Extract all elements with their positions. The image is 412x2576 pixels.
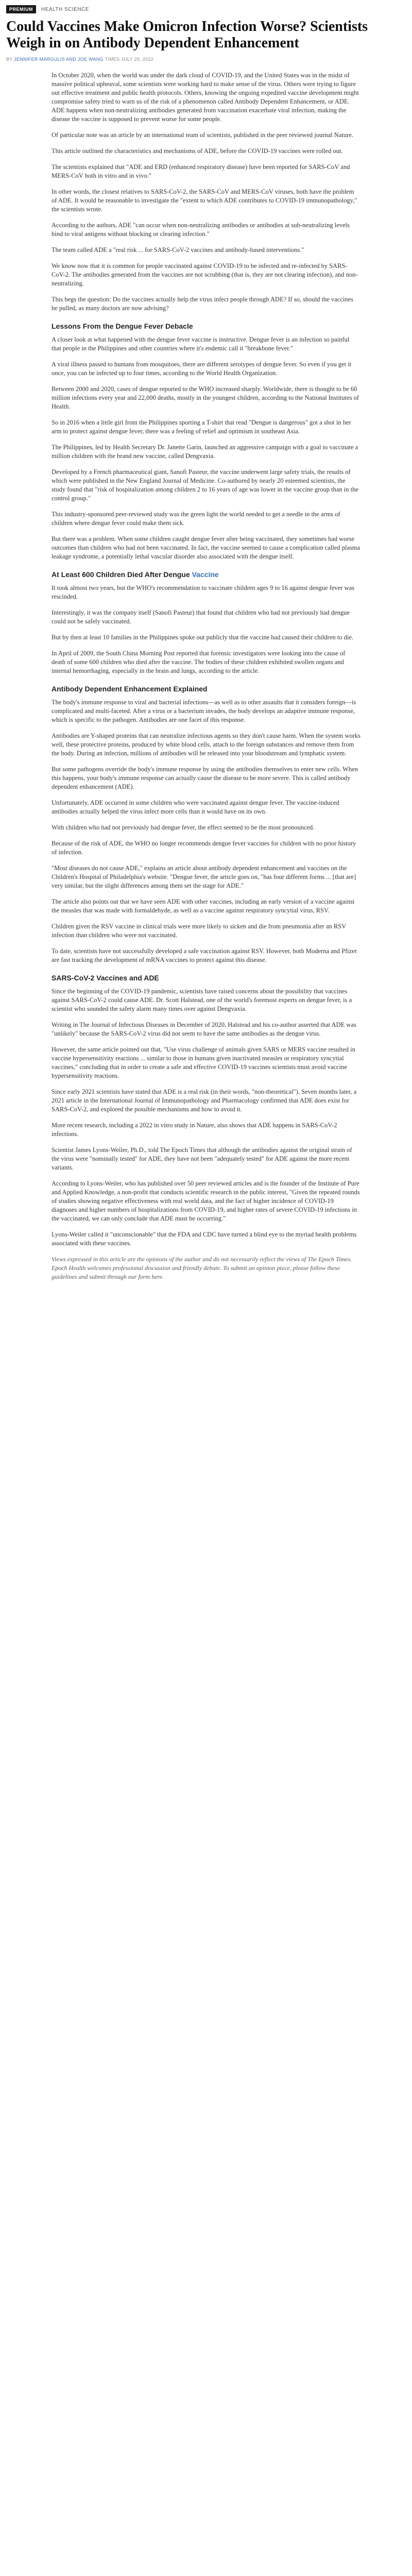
paragraph: So in 2016 when a little girl from the Philippines sporting a T-shirt that read "Dengue is dangerous" got a shot in her arm to protect against dengue fever, there was a feeling of relief and optimism in southeast Asia.	[52, 419, 351, 435]
paragraph: The team called ADE a "real risk ... for SARS-CoV-2 vaccines and antibody-based interventions."	[52, 246, 304, 253]
paragraph: Between 2000 and 2020, cases of dengue reported to the WHO increased sharply. Worldwide, there is thought to be 60 million infections every year and 22,000 deaths, mostly in the youngest children, according to the National Institutes of Health.	[52, 385, 359, 410]
paragraph: The body's immune response to viral and bacterial infections—as well as to other assaults that it considers foreign—is complicated and multi-faceted. After a virus or a bacterium invades, the body develops an adaptive immune response, which is specific to the pathogen. Antibodies are one facet of this response.	[52, 699, 356, 723]
section2-body	[52, 584, 360, 675]
top-bar	[0, 0, 412, 19]
paragraph: According to Lyons-Weiler, who has published over 50 peer reviewed articles and is the founder of the Institute of Pure and Applied Knowledge, a non-profit that conducts scientific research in the public interest, "Given the repeated rounds of studies showing negative effectiveness with real world data, and the fact of higher incidence of COVID-19 diagnoses and higher numbers of hospitalizations from COVID-19, and higher rates of severe COVID-19 infections in the vaccinated, we can only conclude that ADE must be occurring."	[52, 1180, 360, 1222]
paragraph: But there was a problem. When some children caught dengue fever after being vaccinated, they sometimes had worse outcomes than children who had not been vaccinated. In fact, the vaccine seemed to cause a complication called plasma leakage syndrome, a potentially lethal vascular disorder also associated with the dengue itself.	[52, 535, 360, 560]
paragraph: To date, scientists have not successfully developed a safe vaccination against RSV. However, both Moderna and Pfizer are fast tracking the development of mRNA vaccines to protect against this disease.	[52, 947, 357, 963]
paragraph: The article also points out that we have seen ADE with other vaccines, including an early version of a vaccine against the measles that was made with formaldehyde, as well as a vaccine against respiratory syncytial virus, RSV.	[52, 898, 355, 914]
paragraph: "Most diseases do not cause ADE," explains an article about antibody dependent enhancement and vaccines on the Children's Hospital of Philadelphia's website. "Dengue fever, the article goes on, "has four different forms ... [that are] very similar, but the slight differences among them set the stage for ADE."	[52, 865, 356, 889]
paragraph: Children given the RSV vaccine in clinical trials were more likely to sicken and die from pneumonia after an RSV infection than children who were not vaccinated.	[52, 923, 346, 939]
paragraph: A closer look at what happened with the dengue fever vaccine is instructive. Dengue fever is an infection so painful that people in the Philippines and other countries where it's endemic call it "breakbone fever."	[52, 336, 350, 352]
byline	[0, 52, 412, 62]
paragraph: In October 2020, when the world was under the dark cloud of COVID-19, and the United States was in the midst of massive political upheaval, some scientists were working hard to make sense of the virus. Others were trying to figure out effective treatment and public health protocols. Others, knowing the ongoing expedited vaccine development might compromise safety tried to warn us of the risk of a phenomenon called Antibody Dependent Enhancement, or ADE. ADE happens when non-neutralizing antibodies generated from vaccination exacerbate viral infection, making the disease the vaccine is supposed to prevent worse for some people.	[52, 72, 359, 123]
byline-prefix: BY	[6, 57, 13, 62]
paragraph: Lyons-Weiler called it "unconscionable" that the FDA and CDC have turned a blind eye to the myriad health problems associated with these vaccines.	[52, 1231, 357, 1247]
section3-body	[52, 698, 360, 964]
paragraph: However, the same article pointed out that, "Use virus challenge of animals given SARS or MERS vaccine resulted in vaccine hypersensitivity reactions ... similar to those in humans given inactivated measles or respiratory syncytial vaccines," concluding that in order to create a safe and effective COVID-19 vaccines scientists must avoid vaccine hypersensitivity reactions.	[52, 1046, 355, 1079]
paragraph: Developed by a French pharmaceutical giant, Sanofi Pasteur, the vaccine underwent large safety trials, the results of which were published in the New England Journal of Medicine. Co-authored by nearly 20 esteemed scientists, the study found that "risk of hospitalization among children 2 to 16 years of age was lower in the vaccine group than in the control group."	[52, 468, 358, 502]
paragraph: We know now that it is common for people vaccinated against COVID-19 to be infected and re-infected by SARS-CoV-2. The antibodies generated from the vaccines are not scrubbing (that is, they are not clearing infection), and non-neutralizing.	[52, 262, 358, 287]
paragraph: This article outlined the characteristics and mechanisms of ADE, before the COVID-19 vaccines were rolled out.	[52, 147, 343, 155]
section-label[interactable]: HEALTH SCIENCE	[41, 6, 89, 12]
paragraph: Antibodies are Y-shaped proteins that can neutralize infectious agents so they don't cause harm. When the system works well, these protective proteins, produced by white blood cells, attach to the foreign substances and remove them from the body. During an infection, millions of antibodies will be released into your bloodstream and lymphatic system.	[52, 732, 360, 757]
byline-date: TIMES JULY 29, 2022	[105, 57, 154, 62]
paragraph: Since early 2021 scientists have stated that ADE is a real risk (in their words, "non-theoretical"). Seven months later, a 2021 article in the International Journal of Immunopathology and Pharmacology confirmed that ADE does exist for SARS-CoV-2, and explored the possible mechanisms and how to avoid it.	[52, 1088, 357, 1113]
paragraph: A viral illness passed to humans from mosquitoes, there are different serotypes of dengue fever. So even if you get it once, you can be infected up to four times, according to the World Health Organization.	[52, 361, 352, 377]
paragraph: But by then at least 10 families in the Philippines spoke out publicly that the vaccine had caused their children to die.	[52, 634, 353, 641]
paragraph: Interestingly, it was the company itself (Sanofi Pasteur) that found that children who had not previously had dengue could not be safely vaccinated.	[52, 609, 350, 625]
section2-heading-text: At Least 600 Children Died After Dengue	[52, 570, 190, 579]
paragraph: This industry-sponsored peer-reviewed study was the green light the world needed to get a needle in the arms of children where dengue fever could make them sick.	[52, 511, 340, 527]
paragraph: Scientist James Lyons-Weiler, Ph.D., told The Epoch Times that although the antibodies against the original strain of the virus were "nominally tested" for ADE, they have not been "adequately tested" for ADE against the more recent variants.	[52, 1146, 352, 1171]
section1-body	[52, 335, 360, 561]
intro-section	[52, 71, 360, 313]
premium-badge: PREMIUM	[6, 5, 36, 13]
paragraph: According to the authors, ADE "can occur when non-neutralizing antibodies or antibodies at sub-neutralizing levels bind to viral antigens without blocking or clearing infection."	[52, 222, 350, 238]
section2-heading	[52, 570, 360, 579]
section4-heading: SARS-CoV-2 Vaccines and ADE	[52, 974, 159, 982]
paragraph: With children who had not previously had dengue fever, the effect seemed to be the most pronounced.	[52, 824, 315, 831]
section1-heading: Lessons From the Dengue Fever Debacle	[52, 322, 193, 330]
paragraph: Of particular note was an article by an international team of scientists, published in the peer reviewed journal Nature.	[52, 131, 353, 139]
paragraph: The scientists explained that "ADE and ERD (enhanced respiratory disease) have been reported for SARS-CoV and MERS-CoV both in vitro and in vivo."	[52, 163, 350, 179]
article-title: Could Vaccines Make Omicron Infection Worse? Scientists Weigh in on Antibody Dependent Enhancement	[6, 19, 368, 51]
section4-body	[52, 987, 360, 1248]
paragraph: In other words, the closest relatives to SARS-CoV-2, the SARS-CoV and MERS-CoV viruses, both have the problem of ADE. It would be reasonable to investigate the "extent to which ADE contributes to COVID-19 immunopathology," the scientists wrote.	[52, 188, 357, 213]
editor-note: Views expressed in this article are the opinions of the author and do not necessarily reflect the views of The Epoch Times. Epoch Health welcomes professional discussion and friendly debate. To submit an opinion piece, please follow these guidelines and submit through our form here.	[52, 1256, 352, 1280]
paragraph: Because of the risk of ADE, the WHO no longer recommends dengue fever vaccines for children with no prior history of infection.	[52, 840, 356, 856]
article-body	[0, 71, 412, 1281]
paragraph: More recent research, including a 2022 in vitro study in Nature, also shows that ADE happens in SARS-CoV-2 infections.	[52, 1122, 337, 1138]
paragraph: Writing in The Journal of Infectious Diseases in December of 2020, Halstead and his co-author asserted that ADE was "unlikely" because the SARS-CoV-2 virus did not seem to have the same antibodies as the dengue virus.	[52, 1021, 356, 1037]
paragraph: This begs the question: Do the vaccines actually help the virus infect people through ADE? If so, should the vaccines be pulled, as many doctors are now advising?	[52, 296, 353, 312]
paragraph: It took almost two years, but the WHO's recommendation to vaccinate children ages 9 to 16 against dengue fever was rescinded.	[52, 584, 354, 600]
paragraph: Since the beginning of the COVID-19 pandemic, scientists have raised concerns about the possibility that vaccines against SARS-CoV-2 could cause ADE. Dr. Scott Halstead, one of the world's foremost experts on dengue fever, is a scientist who sounded the safety alarm many times over against Dengvaxia.	[52, 988, 352, 1012]
paragraph: Unfortunately, ADE occurred in some children who were vaccinated against dengue fever. The vaccine-induced antibodies actually helped the virus infect more cells than it would have on its own.	[52, 799, 339, 815]
paragraph: But some pathogens override the body's immune response by using the antibodies themselves to enter new cells. When this happens, your body's immune response can actually cause the disease to be more severe. This is called antibody dependent enhancement (ADE).	[52, 766, 358, 790]
paragraph: The Philippines, led by Health Secretary Dr. Janette Garin, launched an aggressive campaign with a goal to vaccinate a million children with the brand new vaccine, called Dengvaxia.	[52, 444, 358, 460]
section2-heading-link[interactable]: Vaccine	[192, 570, 219, 579]
paragraph: In April of 2009, the South China Morning Post reported that forensic investigators were looking into the cause of death of some 600 children who died after the vaccine. The bodies of these children exhibited swollen organs and internal hemorrhaging, especially in the brain and lungs, according to the article.	[52, 650, 346, 674]
section3-heading: Antibody Dependent Enhancement Explained	[52, 685, 208, 693]
byline-authors[interactable]: JENNIFER MARGULIS AND JOE WANG	[14, 57, 104, 62]
